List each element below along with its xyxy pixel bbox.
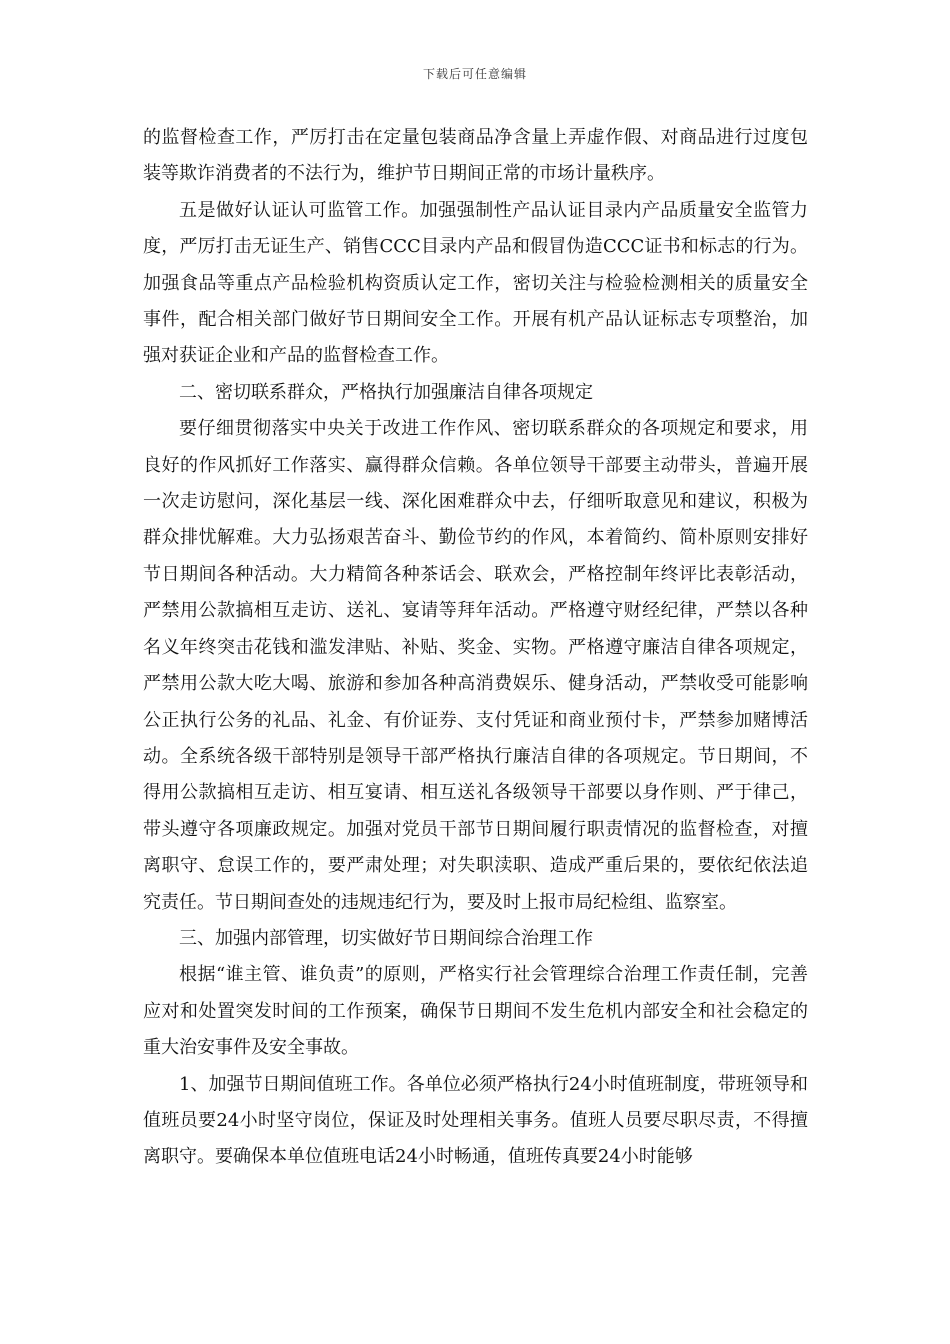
document-body [143,120,808,1176]
paragraph-certification: 五是做好认证认可监管工作。加强强制性产品认证目录内产品质量安全监管力度，严厉打击无证生产、销售CCC目录内产品和假冒伪造CCC证书和标志的行为。加强食品等重点产品检验机构资质认定工作，密切关注与检验检测相关的质量安全事件，配合相关部门做好节日期间安全工作。开展有机产品认证标志专项整治，加强对获证企业和产品的监督检查工作。 [143,199,808,367]
paragraph-duty: 1、加强节日期间值班工作。各单位必须严格执行24小时值班制度，带班领导和值班员要24小时坚守岗位，保证及时处理相关事务。值班人员要尽职尽责，不得擅离职守。要确保本单位值班电话24小时畅通，值班传真要24小时能够 [143,1073,808,1168]
paragraph-continued: 的监督检查工作，严厉打击在定量包装商品净含量上弄虚作假、对商品进行过度包装等欺诈消费者的不法行为，维护节日期间正常的市场计量秩序。 [143,127,808,185]
paragraph-integrity: 要仔细贯彻落实中央关于改进工作作风、密切联系群众的各项规定和要求，用良好的作风抓好工作落实、赢得群众信赖。各单位领导干部要主动带头，普遍开展一次走访慰问，深化基层一线、深化困难群众中去，仔细听取意见和建议，积极为群众排忧解难。大力弘扬艰苦奋斗、勤俭节约的作风，本着简约、简朴原则安排好节日期间各种活动。大力精简各种茶话会、联欢会，严格控制年终评比表彰活动，严禁用公款搞相互走访、送礼、宴请等拜年活动。严格遵守财经纪律，严禁以各种名义年终突击花钱和滥发津贴、补贴、奖金、实物。严格遵守廉洁自律各项规定，严禁用公款大吃大喝、旅游和参加各种高消费娱乐、健身活动，严禁收受可能影响公正执行公务的礼品、礼金、有价证券、支付凭证和商业预付卡，严禁参加赌博活动。全系统各级干部特别是领导干部严格执行廉洁自律的各项规定。节日期间，不得用公款搞相互走访、相互宴请、相互送礼各级领导干部要以身作则、严于律己，带头遵守各项廉政规定。加强对党员干部节日期间履行职责情况的监督检查，对擅离职守、怠误工作的，要严肃处理；对失职渎职、造成严重后果的，要依纪依法追究责任。节日期间查处的违规违纪行为，要及时上报市局纪检组、监察室。 [143,418,808,913]
section-heading-3: 三、加强内部管理，切实做好节日期间综合治理工作 [179,927,593,949]
section-heading-2: 二、密切联系群众，严格执行加强廉洁自律各项规定 [179,381,593,403]
page-header: 下载后可任意编辑 [422,67,527,81]
paragraph-responsibility: 根据“谁主管、谁负责”的原则，严格实行社会管理综合治理工作责任制，完善应对和处置突发时间的工作预案，确保节日期间不发生危机内部安全和社会稳定的重大治安事件及安全事故。 [143,964,808,1059]
